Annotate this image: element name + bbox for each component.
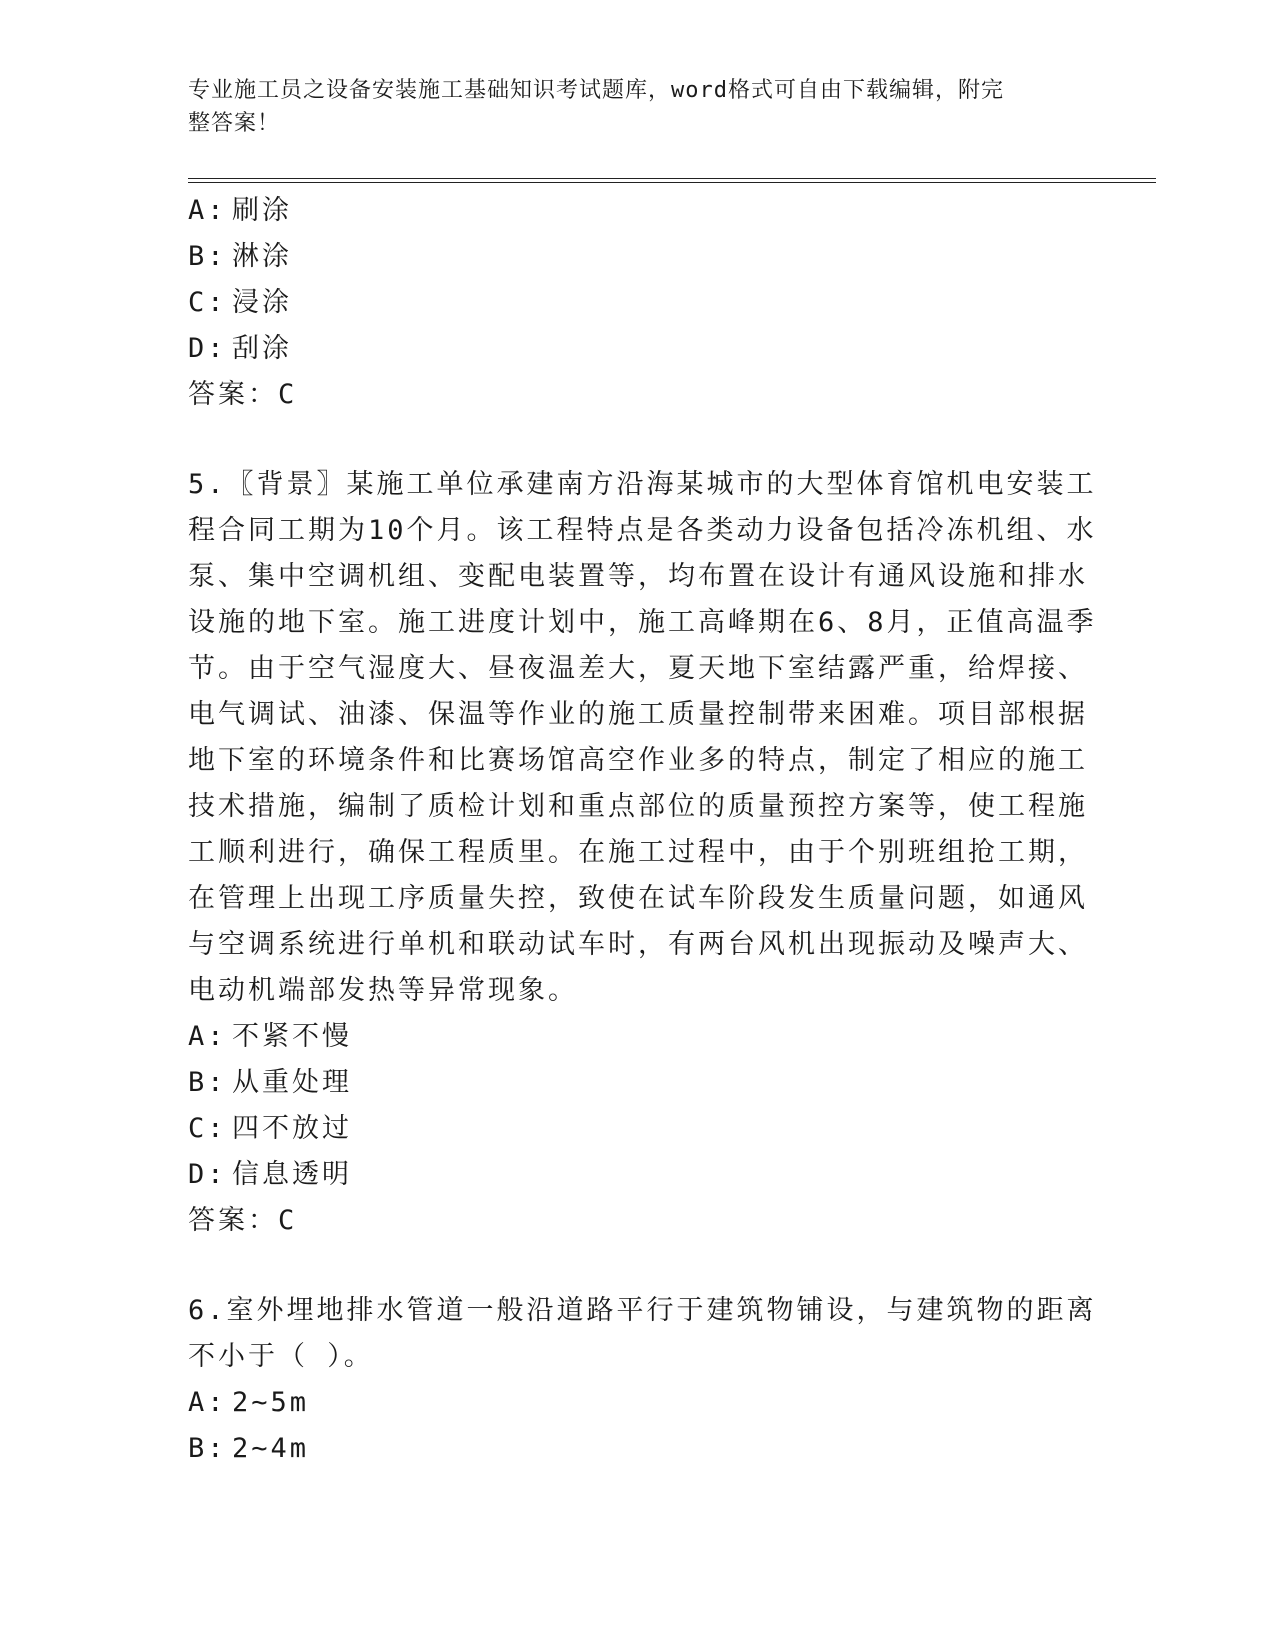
question-text-line: 泵、集中空调机组、变配电装置等，均布置在设计有通风设施和排水 <box>188 561 1088 592</box>
question-text-line: 5.〖背景〗某施工单位承建南方沿海某城市的大型体育馆机电安装工 <box>188 469 1097 500</box>
option-letter: A: <box>188 1387 227 1418</box>
option-letter: C: <box>188 287 227 318</box>
question-content <box>188 188 1097 1472</box>
option-b <box>188 1060 1088 1106</box>
question-text-line: 节。由于空气湿度大、昼夜温差大，夏天地下室结露严重，给焊接、 <box>188 653 1088 684</box>
option-d <box>188 326 1088 372</box>
option-b <box>188 1426 1088 1472</box>
option-a <box>188 1380 1088 1426</box>
question-text-line: 6.室外埋地排水管道一般沿道路平行于建筑物铺设，与建筑物的距离 <box>188 1295 1097 1326</box>
spacer <box>188 418 1088 462</box>
question-6 <box>188 1288 1097 1472</box>
option-d <box>188 1152 1088 1198</box>
spacer <box>188 1244 1088 1288</box>
option-text: 不紧不慢 <box>232 1021 352 1052</box>
option-a <box>188 188 1088 234</box>
question-text-line: 电气调试、油漆、保温等作业的施工质量控制带来困难。项目部根据 <box>188 699 1088 730</box>
document-header <box>188 74 1068 140</box>
option-letter: B: <box>188 1067 227 1098</box>
question-text-line: 不小于（ ）。 <box>188 1341 374 1372</box>
option-text: 信息透明 <box>232 1159 352 1190</box>
header-divider <box>188 178 1156 183</box>
option-text: 刷涂 <box>232 195 292 226</box>
answer-line: 答案：C <box>188 379 298 410</box>
option-text: 浸涂 <box>232 287 292 318</box>
question-text-line: 程合同工期为10个月。该工程特点是各类动力设备包括冷冻机组、水 <box>188 515 1097 546</box>
question-text-line: 电动机端部发热等异常现象。 <box>188 975 578 1006</box>
option-letter: C: <box>188 1113 227 1144</box>
option-letter: A: <box>188 1021 227 1052</box>
option-letter: A: <box>188 195 227 226</box>
option-letter: D: <box>188 1159 227 1190</box>
question-text-line: 与空调系统进行单机和联动试车时，有两台风机出现振动及噪声大、 <box>188 929 1088 960</box>
option-text: 刮涂 <box>232 333 292 364</box>
option-letter: D: <box>188 333 227 364</box>
header-line-1: 专业施工员之设备安装施工基础知识考试题库，word格式可自由下载编辑，附完 <box>188 78 1004 103</box>
question-4-options <box>188 188 1088 418</box>
option-letter: B: <box>188 241 227 272</box>
question-text-line: 设施的地下室。施工进度计划中，施工高峰期在6、8月，正值高温季 <box>188 607 1097 638</box>
question-text-line: 在管理上出现工序质量失控，致使在试车阶段发生质量问题，如通风 <box>188 883 1088 914</box>
option-text: 四不放过 <box>232 1113 352 1144</box>
question-text-line: 地下室的环境条件和比赛场馆高空作业多的特点，制定了相应的施工 <box>188 745 1088 776</box>
option-letter: B: <box>188 1433 227 1464</box>
option-b <box>188 234 1088 280</box>
question-text-line: 技术措施，编制了质检计划和重点部位的质量预控方案等，使工程施 <box>188 791 1088 822</box>
option-text: 淋涂 <box>232 241 292 272</box>
question-text-line: 工顺利进行，确保工程质里。在施工过程中，由于个别班组抢工期， <box>188 837 1088 868</box>
question-5 <box>188 462 1097 1244</box>
option-a <box>188 1014 1088 1060</box>
option-text: 从重处理 <box>232 1067 352 1098</box>
answer-line: 答案：C <box>188 1205 298 1236</box>
option-text: 2~4m <box>232 1433 310 1464</box>
option-c <box>188 1106 1088 1152</box>
header-line-2: 整答案！ <box>188 111 281 136</box>
option-c <box>188 280 1088 326</box>
option-text: 2~5m <box>232 1387 310 1418</box>
